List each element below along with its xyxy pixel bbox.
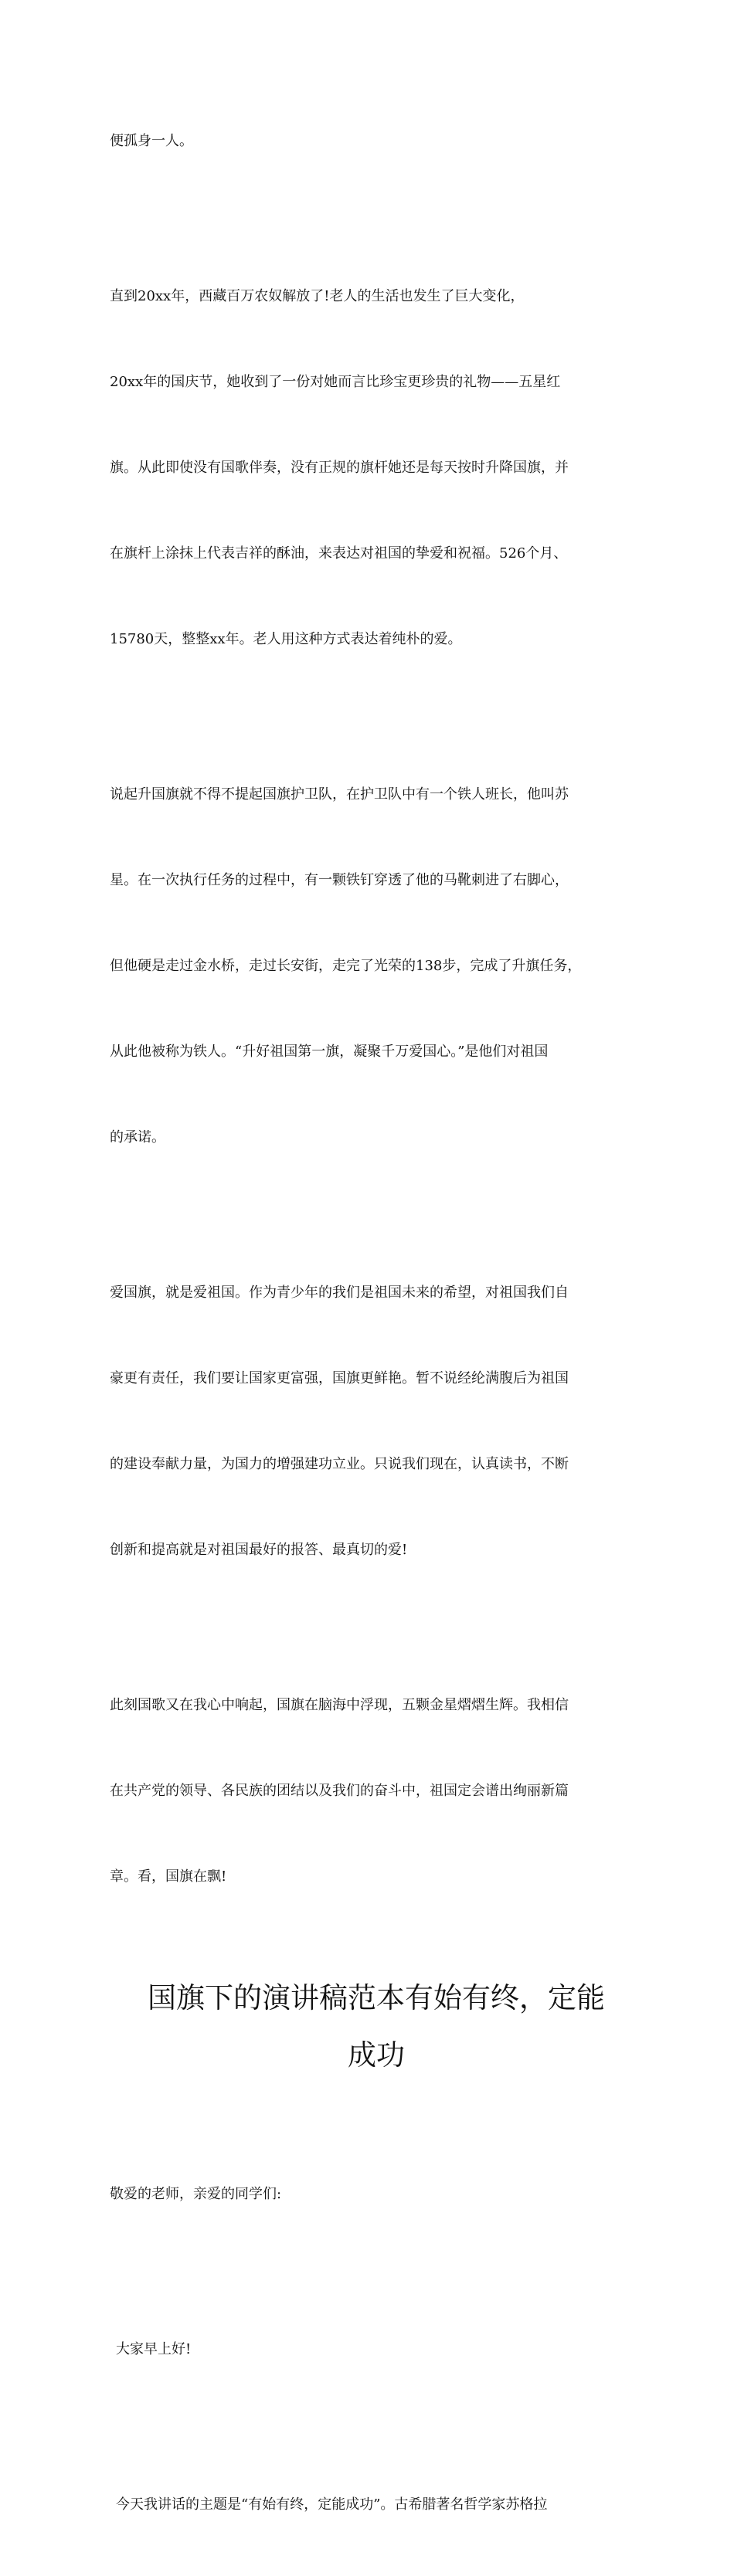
text-line: 的承诺。	[110, 1129, 165, 1145]
text-line: 创新和提高就是对祖国最好的报答、最真切的爱!	[110, 1542, 408, 1558]
text-line: 敬爱的老师，亲爱的同学们:	[110, 2186, 282, 2202]
paragraph-topic	[110, 2433, 643, 2576]
paragraph-anthem	[110, 1634, 643, 1948]
paragraph-alone	[110, 70, 643, 212]
text-line: 爱国旗，就是爱祖国。作为青少年的我们是祖国未来的希望，对祖国我们自	[110, 1285, 569, 1301]
text-line: 在旗杆上涂抹上代表吉祥的酥油，来表达对祖国的挚爱和祝福。526个月、	[110, 545, 568, 562]
title-line-1: 国旗下的演讲稿范本有始有终，定能	[148, 1981, 605, 2014]
text-line: 但他硬是走过金水桥，走过长安街，走完了光荣的138步，完成了升旗任务，	[110, 958, 582, 974]
text-line: 说起升国旗就不得不提起国旗护卫队，在护卫队中有一个铁人班长，他叫苏	[110, 786, 569, 803]
text-line: 直到20xx年，西藏百万农奴解放了!老人的生活也发生了巨大变化，	[110, 288, 525, 304]
text-line: 此刻国歌又在我心中响起，国旗在脑海中浮现，五颗金星熠熠生辉。我相信	[110, 1697, 569, 1713]
greeting	[110, 2278, 643, 2421]
text-line: 从此他被称为铁人。“升好祖国第一旗，凝聚千万爱国心。”是他们对祖国	[110, 1044, 549, 1060]
paragraph-flag-gift	[110, 225, 643, 711]
paragraph-iron-man	[110, 723, 643, 1209]
text-line: 的建设奉献力量，为国力的增强建功立业。只说我们现在，认真读书，不断	[110, 1456, 569, 1472]
text-line: 15780天，整整xx年。老人用这种方式表达着纯朴的爱。	[110, 631, 462, 647]
section-title	[110, 1970, 643, 2084]
text-line: 今天我讲话的主题是“有始有终，定能成功”。古希腊著名哲学家苏格拉	[116, 2496, 548, 2513]
text-line: 豪更有责任，我们要让国家更富强，国旗更鲜艳。暂不说经纶满腹后为祖国	[110, 1370, 569, 1386]
title-line-2: 成功	[348, 2038, 405, 2072]
salutation	[110, 2123, 643, 2265]
paragraph-love-flag	[110, 1221, 643, 1621]
text-line: 在共产党的领导、各民族的团结以及我们的奋斗中，祖国定会谱出绚丽新篇	[110, 1783, 569, 1799]
document-page	[110, 70, 643, 2576]
body-section-top	[110, 70, 643, 1948]
text-line: 星。在一次执行任务的过程中，有一颗铁钉穿透了他的马靴刺进了右脚心，	[110, 872, 569, 888]
text-line: 20xx年的国庆节，她收到了一份对她而言比珍宝更珍贵的礼物——五星红	[110, 374, 561, 390]
text-line: 便孤身一人。	[110, 133, 193, 149]
text-line: 大家早上好!	[116, 2341, 192, 2357]
text-line: 旗。从此即使没有国歌伴奏，没有正规的旗杆她还是每天按时升降国旗，并	[110, 460, 569, 476]
text-line: 章。看，国旗在飘!	[110, 1868, 227, 1885]
